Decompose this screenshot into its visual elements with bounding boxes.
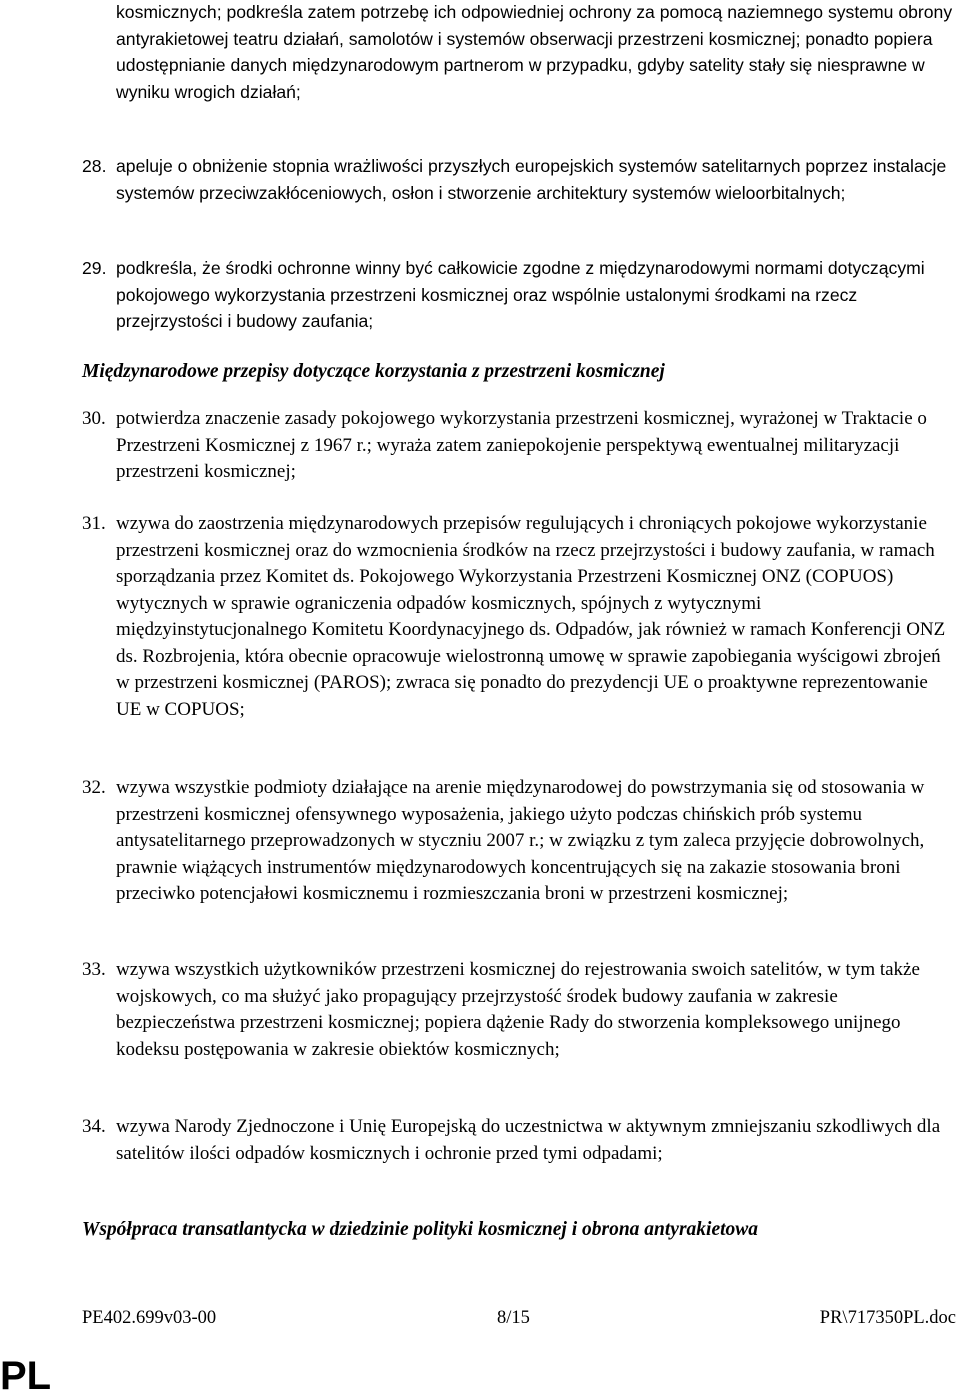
paragraph-30 bbox=[0, 406, 960, 486]
footer-file-name: PR\717350PL.doc bbox=[819, 1308, 956, 1328]
paragraph-29 bbox=[0, 255, 960, 335]
paragraph-continuation bbox=[0, 0, 960, 105]
paragraph-text: kosmicznych; podkreśla zatem potrzebę ich odpowiedniej ochrony za pomocą naziemnego systemu obrony antyrakietowej teatru działań, samolotów i systemów obserwacji przestrzeni kosmicznej; ponadto popiera udostępnianie danych międzynarodowym partnerom w przypadku, gdyby satelity stały się niesprawne w wyniku wrogich działań; bbox=[116, 2, 953, 102]
paragraph-number: 33. bbox=[82, 959, 106, 980]
paragraph-33 bbox=[0, 957, 960, 1063]
paragraph-number: 31. bbox=[82, 513, 106, 534]
paragraph-34 bbox=[0, 1114, 960, 1167]
section-heading-international-rules: Międzynarodowe przepisy dotyczące korzystania z przestrzeni kosmicznej bbox=[82, 361, 665, 382]
paragraph-number: 29. bbox=[82, 258, 107, 278]
paragraph-number: 28. bbox=[82, 156, 107, 176]
paragraph-text: wzywa Narody Zjednoczone i Unię Europejską do uczestnictwa w aktywnym zmniejszaniu szkodliwych dla satelitów ilości odpadów kosmicznych i ochronie przed tymi odpadami; bbox=[116, 1116, 941, 1164]
paragraph-text: podkreśla, że środki ochronne winny być całkowicie zgodne z międzynarodowymi normami dotyczącymi pokojowego wykorzystania przestrzeni kosmicznej oraz wspólnie ustalonymi środkami na rzecz przejrzystości i budowy zaufania; bbox=[116, 258, 925, 331]
paragraph-number: 32. bbox=[82, 777, 106, 798]
paragraph-28 bbox=[0, 153, 960, 206]
paragraph-number: 34. bbox=[82, 1116, 106, 1137]
section-heading-transatlantic: Współpraca transatlantycka w dziedzinie polityki kosmicznej i obrona antyrakietowa bbox=[82, 1219, 759, 1240]
paragraph-text: wzywa wszystkich użytkowników przestrzeni kosmicznej do rejestrowania swoich satelitów, w tym także wojskowych, co ma służyć jako propagujący przejrzystość środek budowy zaufania w zakresie bezpieczeństwa przestrzeni kosmicznej; popiera dążenie Rady do stworzenia kompleksowego unijnego kodeksu postępowania w zakresie obiektów kosmicznych; bbox=[116, 959, 920, 1060]
paragraph-text: potwierdza znaczenie zasady pokojowego wykorzystania przestrzeni kosmicznej, wyrażonej w Traktacie o Przestrzeni Kosmicznej z 1967 r.; wyraża zatem zaniepokojenie perspektywą ewentualnej militaryzacji przestrzeni kosmicznej; bbox=[116, 408, 927, 482]
language-badge: PL bbox=[0, 1354, 52, 1398]
paragraph-text: wzywa wszystkie podmioty działające na arenie międzynarodowej do powstrzymania się od stosowania w przestrzeni kosmicznej ofensywnego wyposażenia, jakiego użyto podczas chińskich prób systemu antysatelitarnego przeprowadzonych w styczniu 2007 r.; w związku z tym zaleca przyjęcie dobrowolnych, prawnie wiążących instrumentów międzynarodowych koncentrujących się na zakazie stosowania broni przeciwko potencjałowi kosmicznemu i rozmieszczania broni w przestrzeni kosmicznej; bbox=[116, 777, 925, 904]
paragraph-number: 30. bbox=[82, 408, 106, 429]
paragraph-text: apeluje o obniżenie stopnia wrażliwości przyszłych europejskich systemów satelitarnych poprzez instalacje systemów przeciwzakłóceniowych, osłon i stworzenie architektury systemów wieloorbitalnych; bbox=[116, 156, 947, 203]
footer-page-number: 8/15 bbox=[497, 1308, 530, 1328]
paragraph-31 bbox=[0, 511, 960, 723]
paragraph-text: wzywa do zaostrzenia międzynarodowych przepisów regulujących i chroniących pokojowe wykorzystanie przestrzeni kosmicznej oraz do wzmocnienia środków na rzecz przejrzystości i budowy zaufania, w ramach sporządzania przez Komitet ds. Pokojowego Wykorzystania Przestrzeni Kosmicznej ONZ (COPUOS) wytycznych w sprawie ograniczenia odpadów kosmicznych, spójnych z wytycznymi międzyinstytucjonalnego Komitetu Koordynacyjnego ds. Odpadów, jak również w ramach Konferencji ONZ ds. Rozbrojenia, która obecnie opracowuje wielostronną umowę w sprawie zapobiegania wyścigowi zbrojeń w przestrzeni kosmicznej (PAROS); zwraca się ponadto do prezydencji UE o proaktywne reprezentowanie UE w COPUOS; bbox=[116, 513, 946, 720]
footer-reference: PE402.699v03-00 bbox=[82, 1308, 217, 1328]
paragraph-32 bbox=[0, 775, 960, 908]
